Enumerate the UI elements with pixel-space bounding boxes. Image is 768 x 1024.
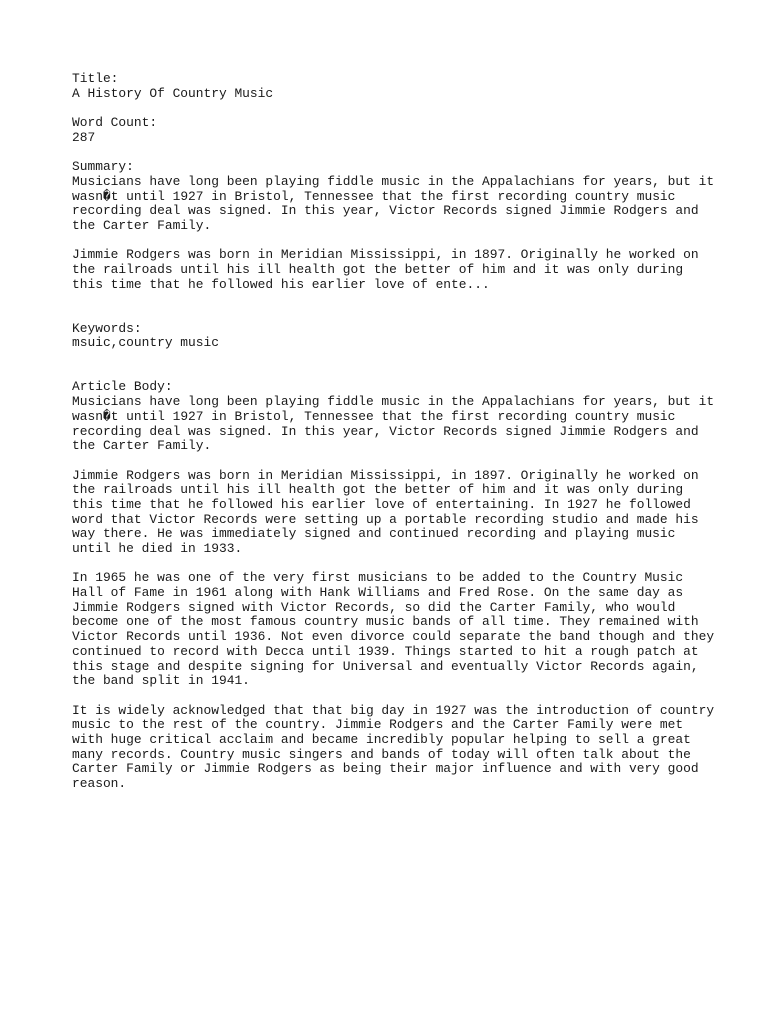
text-line: way there. He was immediately signed and continued recording and playing music xyxy=(72,526,676,542)
text-line: the railroads until his ill health got the better of him and it was only during xyxy=(72,482,684,498)
text-line: this time that he followed his earlier love of entertaining. In 1927 he followed xyxy=(72,496,691,512)
text-line: become one of the most famous country music bands of all time. They remained with xyxy=(72,614,699,630)
text-line: wasn�t until 1927 in Bristol, Tennessee that the first recording country music xyxy=(72,408,676,424)
text-line: Musicians have long been playing fiddle music in the Appalachians for years, but it xyxy=(72,173,715,189)
text-line: Carter Family or Jimmie Rodgers as being their major influence and with very good xyxy=(72,761,699,777)
summary-paragraph xyxy=(72,173,715,234)
word-count-value: 287 xyxy=(72,129,96,145)
text-line: Jimmie Rodgers was born in Meridian Mississippi, in 1897. Originally he worked on xyxy=(72,247,699,263)
document-page xyxy=(72,71,715,792)
text-line: Hall of Fame in 1961 along with Hank Williams and Fred Rose. On the same day as xyxy=(72,585,684,601)
article-paragraph xyxy=(72,394,715,454)
text-line: reason. xyxy=(72,776,127,792)
text-line: the Carter Family. xyxy=(72,217,212,233)
keywords-label: Keywords: xyxy=(72,320,142,336)
text-line: Musicians have long been playing fiddle music in the Appalachians for years, but it xyxy=(72,394,715,410)
article-paragraph xyxy=(72,702,715,792)
title-label: Title: xyxy=(72,71,119,86)
article-paragraph xyxy=(72,469,712,557)
text-line: the band split in 1941. xyxy=(72,673,250,689)
title-section xyxy=(72,72,712,101)
article-paragraph xyxy=(72,570,715,689)
text-line: until he died in 1933. xyxy=(72,541,243,557)
summary-paragraph xyxy=(72,248,712,292)
text-line: this time that he followed his earlier love of ente... xyxy=(72,276,490,292)
article-body-section xyxy=(72,379,715,792)
text-line: Jimmie Rodgers was born in Meridian Mississippi, in 1897. Originally he worked on xyxy=(72,467,699,483)
text-line: word that Victor Records were setting up a portable recording studio and made his xyxy=(72,511,699,527)
word-count-label: Word Count: xyxy=(72,115,158,131)
text-line: Victor Records until 1936. Not even divorce could separate the band though and they xyxy=(72,629,715,645)
keywords-value: msuic,country music xyxy=(72,335,219,351)
summary-label: Summary: xyxy=(72,159,134,175)
title-value: A History Of Country Music xyxy=(72,85,274,101)
text-line: Jimmie Rodgers signed with Victor Records, so did the Carter Family, who would xyxy=(72,599,676,615)
text-line: many records. Country music singers and bands of today will often talk about the xyxy=(72,746,691,762)
text-line: continued to record with Decca until 1939. Things started to hit a rough patch at xyxy=(72,643,699,659)
text-line: this stage and despite signing for Universal and eventually Victor Records again, xyxy=(72,658,699,674)
text-line: recording deal was signed. In this year, Victor Records signed Jimmie Rodgers and xyxy=(72,203,699,219)
summary-section xyxy=(72,159,715,292)
text-line: In 1965 he was one of the very first musicians to be added to the Country Music xyxy=(72,570,684,586)
text-line: with huge critical acclaim and became incredibly popular helping to sell a great xyxy=(72,731,691,747)
text-line: the railroads until his ill health got the better of him and it was only during xyxy=(72,261,684,277)
text-line: recording deal was signed. In this year, Victor Records signed Jimmie Rodgers and xyxy=(72,423,699,439)
text-line: the Carter Family. xyxy=(72,438,212,454)
article-body-label: Article Body: xyxy=(72,379,173,395)
text-line: It is widely acknowledged that that big day in 1927 was the introduction of country xyxy=(72,702,715,718)
word-count-section xyxy=(72,116,712,145)
text-line: wasn�t until 1927 in Bristol, Tennessee that the first recording country music xyxy=(72,188,676,204)
keywords-section xyxy=(72,322,712,351)
text-line: music to the rest of the country. Jimmie Rodgers and the Carter Family were met xyxy=(72,717,684,733)
